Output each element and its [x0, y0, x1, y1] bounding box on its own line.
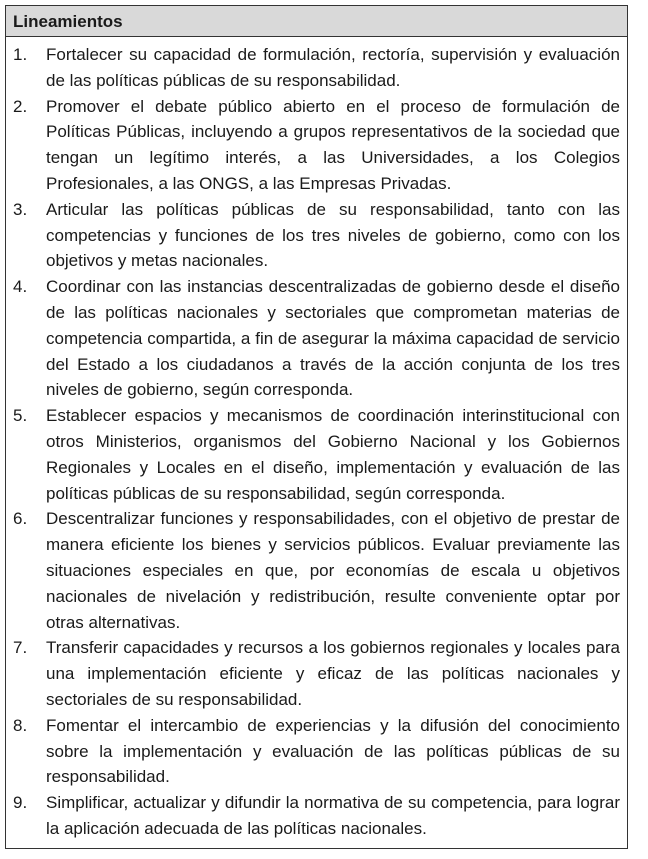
- table-header: Lineamientos: [6, 6, 627, 37]
- item-text: Coordinar con las instancias descentralizadas de gobierno desde el diseño de las políticas nacionales y sectoriales que comprometan materias de competencia compartida, a fin de asegurar la máxima capacidad de servicio del Estado a los ciudadanos a través de la acción conjunta de los tres niveles de gobierno, según corresponda.: [46, 277, 620, 400]
- list-item: [6, 197, 627, 274]
- item-number: 8.: [13, 715, 28, 735]
- item-text: Fomentar el intercambio de experiencias y la difusión del conocimiento sobre la implementación y evaluación de las políticas públicas de su responsabilidad.: [46, 715, 620, 787]
- lineamientos-list: [6, 37, 627, 848]
- list-item: [6, 790, 627, 842]
- list-item: [6, 713, 627, 790]
- item-text: Articular las políticas públicas de su responsabilidad, tanto con las competencias y funciones de los tres niveles de gobierno, como con los objetivos y metas nacionales.: [46, 199, 620, 271]
- item-number: 1.: [13, 45, 28, 64]
- item-number: 9.: [13, 793, 28, 813]
- item-text: Descentralizar funciones y responsabilidades, con el objetivo de prestar de manera eficiente los bienes y servicios públicos. Evaluar previamente las situaciones especiales en que, por economías de escala u objetivos nacionales de nivelación y redistribución, resulte conveniente optar por otras alternativas.: [46, 509, 620, 632]
- item-text: Establecer espacios y mecanismos de coordinación interinstitucional con otros Ministerios, organismos del Gobierno Nacional y los Gobiernos Regionales y Locales en el diseño, implementación y evaluación de las políticas públicas de su responsabilidad, según corresponda.: [46, 406, 620, 503]
- item-text: Simplificar, actualizar y difundir la normativa de su competencia, para lograr la aplicación adecuada de las políticas nacionales.: [46, 793, 620, 838]
- item-number: 3.: [13, 199, 28, 219]
- item-number: 7.: [13, 638, 28, 658]
- item-number: 2.: [13, 96, 28, 116]
- item-number: 6.: [13, 509, 28, 529]
- item-number: 4.: [13, 277, 28, 297]
- list-item: [6, 42, 627, 94]
- item-text: Promover el debate público abierto en el proceso de formulación de Políticas Públicas, incluyendo a grupos representativos de la sociedad que tengan un legítimo interés, a las Universidades, a los Colegios Profesionales, a las ONGS, a las Empresas Privadas.: [46, 96, 620, 193]
- item-text: Fortalecer su capacidad de formulación, rectoría, supervisión y evaluación de las políticas públicas de su responsabilidad.: [46, 45, 620, 90]
- list-item: [6, 274, 627, 403]
- list-item: [6, 94, 627, 197]
- lineamientos-table: [5, 5, 628, 849]
- list-item: [6, 635, 627, 712]
- item-text: Transferir capacidades y recursos a los gobiernos regionales y locales para una implementación eficiente y eficaz de las políticas nacionales y sectoriales de su responsabilidad.: [46, 638, 620, 709]
- list-item: [6, 403, 627, 506]
- item-number: 5.: [13, 406, 28, 426]
- list-item: [6, 506, 627, 635]
